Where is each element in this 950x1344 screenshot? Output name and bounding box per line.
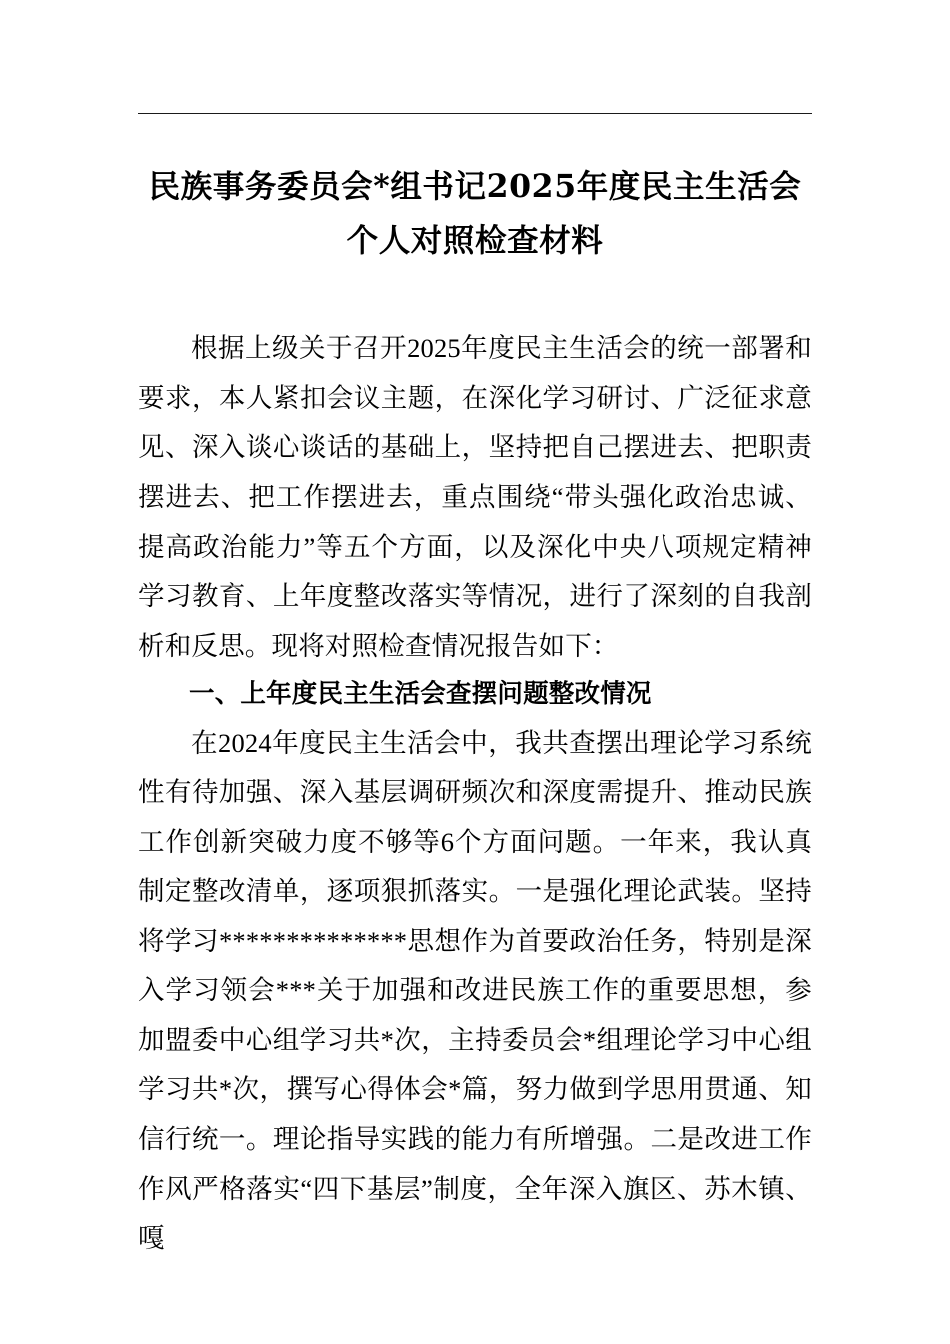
header-rule [138, 113, 812, 114]
body-paragraph-2: 在2024年度民主生活会中，我共查摆出理论学习系统性有待加强、深入基层调研频次和深度需提升、推动民族工作创新突破力度不够等6个方面问题。一年来，我认真制定整改清单，逐项狠抓落实。一是强化理论武装。坚持将学习**************思想作为首要政治任务，特别是深入学习领会***关于加强和改进民族工作的重要思想，参加盟委中心组学习共*次，主持委员会*组理论学习中心组学习共*次，撰写心得体会*篇，努力做到学思用贯通、知信行统一。理论指导实践的能力有所增强。二是改进工作作风严格落实“四下基层”制度，全年深入旗区、苏木镇、嘎 [138, 727, 812, 1254]
body-paragraph-1: 根据上级关于召开2025年度民主生活会的统一部署和要求，本人紧扣会议主题，在深化学习研讨、广泛征求意见、深入谈心谈话的基础上，坚持把自己摆进去、把职责摆进去、把工作摆进去，重点围绕“带头强化政治忠诚、提高政治能力”等五个方面，以及深化中央八项规定精神学习教育、上年度整改落实等情况，进行了深刻的自我剖析和反思。现将对照检查情况报告如下： [138, 333, 812, 661]
section-heading-1: 一、上年度民主生活会查摆问题整改情况 [189, 679, 652, 710]
page-title: 民族事务委员会*组书记2025年度民主生活会个人对照检查材料 [148, 168, 802, 260]
document-body [138, 0, 812, 1264]
